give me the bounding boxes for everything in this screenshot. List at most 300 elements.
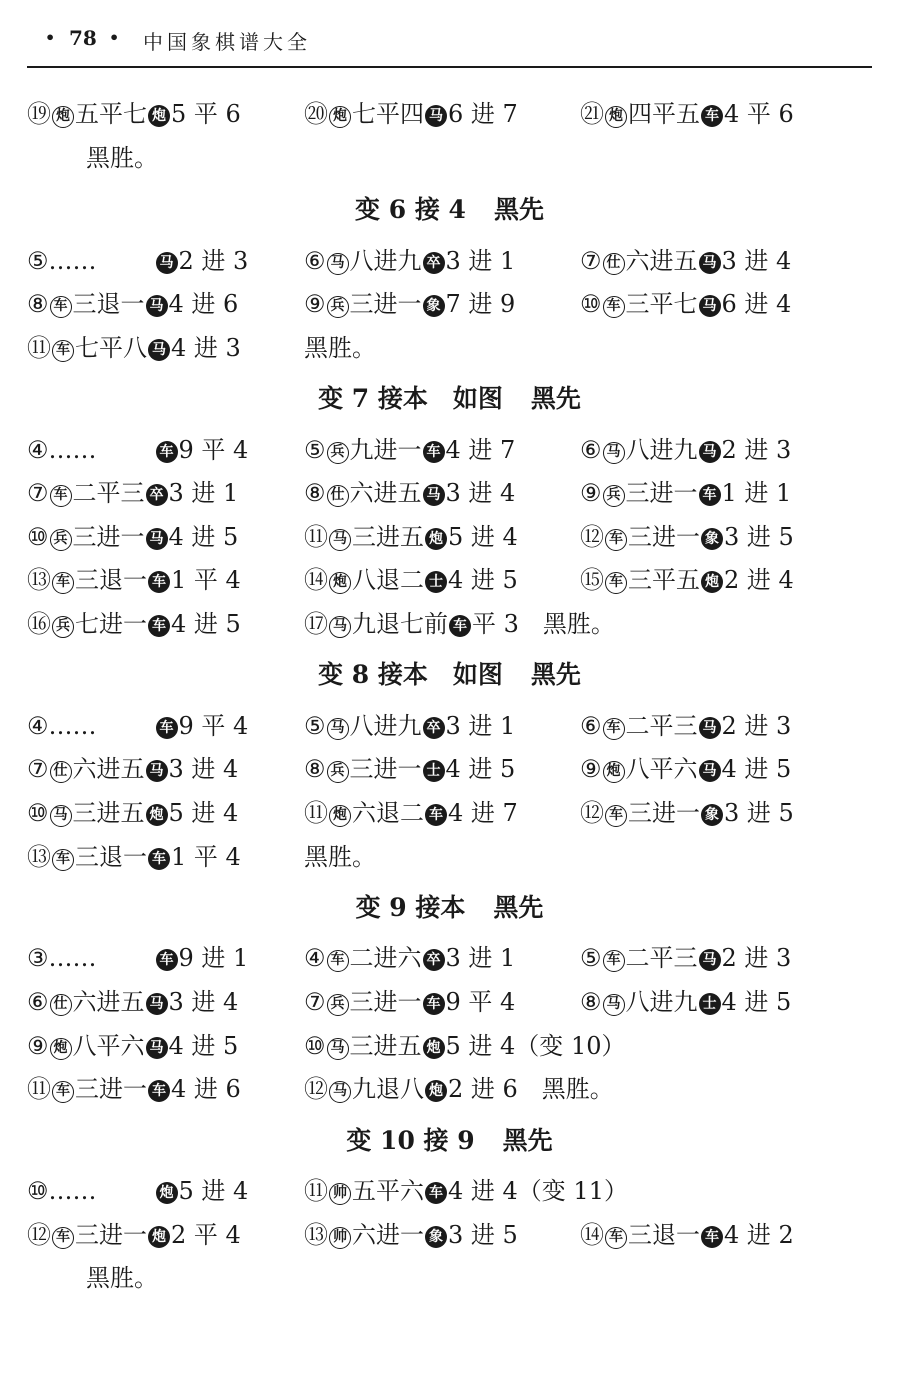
move-row bbox=[27, 563, 872, 597]
move-row bbox=[27, 709, 872, 743]
move-number: ④…… bbox=[27, 712, 97, 740]
move-entry bbox=[304, 244, 515, 278]
black-piece-icon: 马 bbox=[425, 105, 447, 127]
red-piece-icon: 车 bbox=[605, 572, 627, 594]
red-piece-icon: 马 bbox=[329, 529, 351, 551]
black-piece-icon: 马 bbox=[146, 528, 168, 550]
red-piece-icon: 车 bbox=[52, 340, 74, 362]
move-row bbox=[27, 752, 872, 786]
black-move-text: 4 平 6 bbox=[724, 100, 794, 128]
move-number: ⑫ bbox=[580, 799, 604, 827]
red-move-text: 八平六 bbox=[72, 1032, 145, 1060]
move-row bbox=[27, 287, 872, 321]
move-number: ⑩ bbox=[27, 523, 49, 551]
variation-note: 黑先 bbox=[493, 893, 544, 922]
move-entry bbox=[304, 1072, 614, 1106]
red-piece-icon: 仕 bbox=[50, 761, 72, 783]
black-piece-icon: 车 bbox=[148, 615, 170, 637]
move-number: ⑫ bbox=[304, 1075, 328, 1103]
move-entry bbox=[304, 941, 515, 975]
red-move-text: 三进一 bbox=[628, 799, 700, 827]
black-piece-icon: 象 bbox=[701, 804, 723, 826]
move-entry bbox=[304, 607, 615, 641]
move-number: ⑦ bbox=[27, 479, 49, 507]
move-number: 黑胜。 bbox=[304, 334, 376, 362]
black-move-text: 1 进 1 bbox=[721, 479, 792, 507]
black-piece-icon: 马 bbox=[146, 295, 168, 317]
red-move-text: 九进一 bbox=[349, 436, 422, 464]
move-entry bbox=[580, 752, 791, 786]
black-move-text: 9 平 4 bbox=[445, 988, 516, 1016]
black-move-text: 3 进 1 bbox=[445, 944, 516, 972]
black-move-text: 2 进 4 bbox=[724, 566, 794, 594]
page-number: 78 bbox=[69, 26, 97, 50]
variation-heading bbox=[27, 379, 872, 419]
black-move-text: 2 进 3 bbox=[721, 712, 792, 740]
move-number: ⑥ bbox=[304, 247, 326, 275]
move-number: ⑲ bbox=[27, 100, 51, 128]
move-entry bbox=[27, 287, 238, 321]
black-piece-icon: 马 bbox=[156, 252, 178, 274]
variation-label: 变 8 接本 如图 bbox=[318, 660, 503, 689]
move-number: ⑩ bbox=[580, 290, 602, 318]
red-move-text: 六进五 bbox=[72, 755, 145, 783]
red-move-text: 二进六 bbox=[349, 944, 422, 972]
move-entry bbox=[27, 709, 248, 743]
move-entry bbox=[27, 476, 238, 510]
red-move-text: 三进一 bbox=[349, 755, 422, 783]
black-piece-icon: 车 bbox=[423, 993, 445, 1015]
black-move-text: 4 进 5 bbox=[171, 610, 241, 638]
move-entry bbox=[580, 796, 794, 830]
black-move-text: 4 进 5 bbox=[168, 523, 239, 551]
move-entry bbox=[580, 563, 794, 597]
red-piece-icon: 兵 bbox=[52, 616, 74, 638]
move-number: ⑮ bbox=[580, 566, 604, 594]
black-move-text: 3 进 5 bbox=[724, 799, 794, 827]
red-move-text: 三退一 bbox=[72, 290, 145, 318]
black-piece-icon: 马 bbox=[146, 1037, 168, 1059]
black-piece-icon: 炮 bbox=[156, 1182, 178, 1204]
page-header bbox=[27, 22, 872, 68]
move-number: ⑨ bbox=[580, 755, 602, 783]
move-number: ⑪ bbox=[27, 334, 51, 362]
black-piece-icon: 车 bbox=[699, 484, 721, 506]
black-move-text: 3 进 5 bbox=[448, 1221, 518, 1249]
black-piece-icon: 马 bbox=[146, 993, 168, 1015]
move-entry bbox=[580, 941, 791, 975]
black-move-text: 9 进 1 bbox=[178, 944, 249, 972]
black-move-text: 3 进 4 bbox=[168, 755, 239, 783]
black-piece-icon: 车 bbox=[701, 105, 723, 127]
black-piece-icon: 士 bbox=[425, 571, 447, 593]
move-entry bbox=[27, 97, 241, 131]
black-move-text: 4 进 5 bbox=[445, 755, 516, 783]
move-number: ⑭ bbox=[304, 566, 328, 594]
variation-heading bbox=[27, 888, 872, 928]
move-row bbox=[27, 840, 872, 874]
red-piece-icon: 炮 bbox=[50, 1038, 72, 1060]
black-piece-icon: 车 bbox=[148, 1080, 170, 1102]
black-move-text: 9 平 4 bbox=[178, 436, 249, 464]
red-piece-icon: 马 bbox=[327, 1038, 349, 1060]
result-text: 黑胜。 bbox=[86, 144, 158, 172]
variation-heading bbox=[27, 1121, 872, 1161]
move-number: ⑪ bbox=[27, 1075, 51, 1103]
move-number: ⑥ bbox=[27, 988, 49, 1016]
black-piece-icon: 马 bbox=[699, 252, 721, 274]
move-row bbox=[27, 244, 872, 278]
black-move-text: 2 进 6 黑胜。 bbox=[448, 1075, 614, 1103]
black-move-text: 9 平 4 bbox=[178, 712, 249, 740]
red-piece-icon: 炮 bbox=[605, 106, 627, 128]
move-entry bbox=[580, 709, 791, 743]
black-move-text: 5 平 6 bbox=[171, 100, 241, 128]
red-move-text: 三进一 bbox=[349, 290, 422, 318]
move-entry bbox=[580, 433, 791, 467]
black-piece-icon: 炮 bbox=[425, 528, 447, 550]
move-number: ⑤ bbox=[304, 712, 326, 740]
red-move-text: 四平五 bbox=[628, 100, 700, 128]
move-entry bbox=[27, 1072, 241, 1106]
move-entry bbox=[580, 287, 791, 321]
black-move-text: 4 进 5 bbox=[168, 1032, 239, 1060]
red-piece-icon: 兵 bbox=[327, 296, 349, 318]
red-move-text: 三平七 bbox=[625, 290, 698, 318]
black-move-text: 6 进 4 bbox=[721, 290, 792, 318]
red-piece-icon: 兵 bbox=[327, 994, 349, 1016]
red-move-text: 三进五 bbox=[349, 1032, 422, 1060]
move-entry bbox=[304, 796, 518, 830]
move-row bbox=[27, 985, 872, 1019]
black-move-text: 4 进 5 bbox=[448, 566, 518, 594]
black-move-text: 4 进 6 bbox=[171, 1075, 241, 1103]
move-entry bbox=[580, 1218, 794, 1252]
move-number: ⑨ bbox=[27, 1032, 49, 1060]
black-piece-icon: 卒 bbox=[146, 484, 168, 506]
red-move-text: 六进五 bbox=[349, 479, 422, 507]
black-piece-icon: 车 bbox=[449, 615, 471, 637]
black-piece-icon: 士 bbox=[423, 760, 445, 782]
red-move-text: 三退一 bbox=[628, 1221, 700, 1249]
variation-label: 变 7 接本 如图 bbox=[318, 384, 503, 413]
move-number: ④…… bbox=[27, 436, 97, 464]
red-piece-icon: 车 bbox=[52, 572, 74, 594]
move-number: ⑬ bbox=[27, 566, 51, 594]
red-move-text: 三平五 bbox=[628, 566, 700, 594]
red-move-text: 七进一 bbox=[75, 610, 147, 638]
move-number: ⑯ bbox=[27, 610, 51, 638]
red-piece-icon: 车 bbox=[603, 718, 625, 740]
black-piece-icon: 炮 bbox=[701, 571, 723, 593]
move-number: ⑥ bbox=[580, 436, 602, 464]
move-number: ③…… bbox=[27, 944, 97, 972]
move-entry bbox=[27, 796, 238, 830]
move-entry bbox=[27, 433, 248, 467]
black-piece-icon: 炮 bbox=[148, 105, 170, 127]
move-entry bbox=[580, 97, 794, 131]
black-move-text: 3 进 4 bbox=[445, 479, 516, 507]
black-piece-icon: 象 bbox=[423, 295, 445, 317]
black-piece-icon: 马 bbox=[699, 717, 721, 739]
move-number: ⑦ bbox=[304, 988, 326, 1016]
black-move-text: 3 进 5 bbox=[724, 523, 794, 551]
black-move-text: 1 平 4 bbox=[171, 843, 241, 871]
black-move-text: 4 进 2 bbox=[724, 1221, 794, 1249]
move-entry bbox=[304, 97, 518, 131]
red-move-text: 七平八 bbox=[75, 334, 147, 362]
variation-label: 变 6 接 4 bbox=[355, 195, 466, 224]
red-piece-icon: 炮 bbox=[329, 572, 351, 594]
red-move-text: 九退七前 bbox=[352, 610, 448, 638]
red-piece-icon: 车 bbox=[603, 296, 625, 318]
move-entry bbox=[304, 1174, 628, 1208]
black-piece-icon: 车 bbox=[148, 571, 170, 593]
red-piece-icon: 炮 bbox=[329, 805, 351, 827]
black-move-text: 5 进 4 bbox=[168, 799, 239, 827]
red-piece-icon: 仕 bbox=[50, 994, 72, 1016]
move-row bbox=[27, 1261, 872, 1295]
red-piece-icon: 兵 bbox=[327, 761, 349, 783]
move-entry bbox=[304, 331, 376, 365]
move-entry bbox=[304, 287, 515, 321]
black-piece-icon: 车 bbox=[148, 848, 170, 870]
move-entry bbox=[304, 1029, 625, 1063]
red-move-text: 二平三 bbox=[72, 479, 145, 507]
black-piece-icon: 车 bbox=[701, 1226, 723, 1248]
black-move-text: 2 进 3 bbox=[721, 944, 792, 972]
red-piece-icon: 兵 bbox=[327, 442, 349, 464]
move-number: ⑨ bbox=[580, 479, 602, 507]
variation-note: 黑先 bbox=[530, 660, 581, 689]
black-piece-icon: 车 bbox=[156, 717, 178, 739]
red-piece-icon: 马 bbox=[603, 994, 625, 1016]
move-entry bbox=[27, 752, 238, 786]
red-move-text: 六进五 bbox=[625, 247, 698, 275]
red-move-text: 八进九 bbox=[349, 247, 422, 275]
move-entry bbox=[304, 433, 515, 467]
black-move-text: 3 进 1 bbox=[445, 247, 516, 275]
black-piece-icon: 象 bbox=[701, 528, 723, 550]
red-move-text: 三进五 bbox=[72, 799, 145, 827]
move-row bbox=[27, 1174, 872, 1208]
move-row bbox=[27, 607, 872, 641]
black-piece-icon: 象 bbox=[425, 1226, 447, 1248]
black-piece-icon: 车 bbox=[156, 949, 178, 971]
move-row bbox=[27, 941, 872, 975]
variation-note: 黑先 bbox=[502, 1126, 553, 1155]
red-piece-icon: 车 bbox=[52, 849, 74, 871]
red-move-text: 八进九 bbox=[349, 712, 422, 740]
black-piece-icon: 车 bbox=[425, 804, 447, 826]
red-piece-icon: 车 bbox=[605, 529, 627, 551]
red-move-text: 三退一 bbox=[75, 566, 147, 594]
move-number: 黑胜。 bbox=[304, 843, 376, 871]
move-entry bbox=[27, 520, 238, 554]
move-entry bbox=[27, 244, 248, 278]
red-piece-icon: 仕 bbox=[603, 253, 625, 275]
move-number: ⑤ bbox=[580, 944, 602, 972]
move-row bbox=[27, 1218, 872, 1252]
move-number: ⑨ bbox=[304, 290, 326, 318]
move-entry bbox=[304, 563, 518, 597]
red-move-text: 三退一 bbox=[75, 843, 147, 871]
move-number: ④ bbox=[304, 944, 326, 972]
red-move-text: 六进一 bbox=[352, 1221, 424, 1249]
move-number: ⑦ bbox=[580, 247, 602, 275]
red-piece-icon: 车 bbox=[605, 1227, 627, 1249]
move-entry bbox=[580, 985, 791, 1019]
move-entry bbox=[304, 476, 515, 510]
black-piece-icon: 士 bbox=[699, 993, 721, 1015]
move-entry bbox=[27, 1218, 241, 1252]
move-entry bbox=[304, 520, 518, 554]
move-row bbox=[27, 433, 872, 467]
black-move-text: 5 进 4 bbox=[448, 523, 518, 551]
red-move-text: 三进一 bbox=[75, 1221, 147, 1249]
black-move-text: 7 进 9 bbox=[445, 290, 516, 318]
move-number: ⑫ bbox=[580, 523, 604, 551]
black-move-text: 4 进 3 bbox=[171, 334, 241, 362]
black-move-text: 2 进 3 bbox=[721, 436, 792, 464]
black-piece-icon: 车 bbox=[156, 441, 178, 463]
move-entry bbox=[304, 840, 376, 874]
black-move-text: 4 进 7 bbox=[448, 799, 518, 827]
red-move-text: 七平四 bbox=[352, 100, 424, 128]
black-piece-icon: 车 bbox=[423, 441, 445, 463]
variation-heading bbox=[27, 190, 872, 230]
black-piece-icon: 马 bbox=[699, 949, 721, 971]
black-piece-icon: 卒 bbox=[423, 717, 445, 739]
move-entry bbox=[580, 476, 791, 510]
move-entry bbox=[304, 985, 515, 1019]
variation-note: 黑先 bbox=[493, 195, 544, 224]
move-entry bbox=[27, 1174, 248, 1208]
move-number: ⑩ bbox=[27, 799, 49, 827]
black-piece-icon: 炮 bbox=[146, 804, 168, 826]
black-piece-icon: 马 bbox=[148, 339, 170, 361]
move-entry bbox=[580, 520, 794, 554]
move-entry bbox=[27, 607, 241, 641]
move-number: ⑪ bbox=[304, 523, 328, 551]
black-piece-icon: 炮 bbox=[148, 1226, 170, 1248]
red-move-text: 二平三 bbox=[625, 944, 698, 972]
black-piece-icon: 卒 bbox=[423, 949, 445, 971]
red-piece-icon: 车 bbox=[52, 1081, 74, 1103]
red-piece-icon: 车 bbox=[603, 950, 625, 972]
black-move-text: 2 平 4 bbox=[171, 1221, 241, 1249]
move-entry bbox=[27, 985, 238, 1019]
move-row bbox=[27, 331, 872, 365]
red-move-text: 三进一 bbox=[349, 988, 422, 1016]
move-number: ⑬ bbox=[304, 1221, 328, 1249]
red-move-text: 三进一 bbox=[625, 479, 698, 507]
move-row bbox=[27, 1072, 872, 1106]
red-piece-icon: 兵 bbox=[50, 529, 72, 551]
move-number: ⑧ bbox=[304, 755, 326, 783]
black-piece-icon: 车 bbox=[425, 1182, 447, 1204]
move-entry bbox=[27, 840, 241, 874]
red-piece-icon: 车 bbox=[50, 296, 72, 318]
move-row bbox=[27, 796, 872, 830]
red-piece-icon: 炮 bbox=[329, 106, 351, 128]
variation-heading bbox=[27, 655, 872, 695]
black-piece-icon: 炮 bbox=[423, 1037, 445, 1059]
move-number: ㉑ bbox=[580, 100, 604, 128]
header-bullet-left: • bbox=[45, 28, 56, 47]
red-move-text: 六进五 bbox=[72, 988, 145, 1016]
variation-note: 黑先 bbox=[530, 384, 581, 413]
move-row bbox=[27, 520, 872, 554]
black-piece-icon: 马 bbox=[423, 484, 445, 506]
black-piece-icon: 马 bbox=[699, 760, 721, 782]
red-piece-icon: 马 bbox=[329, 1081, 351, 1103]
move-number: ⑧ bbox=[27, 290, 49, 318]
red-move-text: 三进一 bbox=[72, 523, 145, 551]
red-piece-icon: 马 bbox=[603, 442, 625, 464]
red-move-text: 八平六 bbox=[625, 755, 698, 783]
move-row bbox=[27, 1029, 872, 1063]
black-move-text: 3 进 4 bbox=[721, 247, 792, 275]
move-number: ⑧ bbox=[304, 479, 326, 507]
red-move-text: 八进九 bbox=[625, 436, 698, 464]
red-piece-icon: 帅 bbox=[329, 1227, 351, 1249]
move-number: ⑥ bbox=[580, 712, 602, 740]
black-move-text: 平 3 黑胜。 bbox=[472, 610, 615, 638]
red-move-text: 三进五 bbox=[352, 523, 424, 551]
black-piece-icon: 炮 bbox=[425, 1080, 447, 1102]
variation-label: 变 9 接本 bbox=[355, 893, 466, 922]
red-piece-icon: 马 bbox=[327, 253, 349, 275]
move-number: ⑫ bbox=[27, 1221, 51, 1249]
move-number: ⑤…… bbox=[27, 247, 97, 275]
red-piece-icon: 炮 bbox=[52, 106, 74, 128]
red-move-text: 九退八 bbox=[352, 1075, 424, 1103]
move-number: ⑳ bbox=[304, 100, 328, 128]
move-entry bbox=[304, 709, 515, 743]
black-move-text: 5 进 4 bbox=[178, 1177, 249, 1205]
black-move-text: 4 进 4（变 11） bbox=[448, 1177, 628, 1205]
move-entry bbox=[27, 941, 248, 975]
red-piece-icon: 帅 bbox=[329, 1183, 351, 1205]
red-move-text: 八退二 bbox=[352, 566, 424, 594]
move-entry bbox=[304, 752, 515, 786]
book-title: 中国象棋谱大全 bbox=[143, 30, 311, 54]
variation-label: 变 10 接 9 bbox=[346, 1126, 475, 1155]
red-move-text: 五平六 bbox=[352, 1177, 424, 1205]
move-entry bbox=[27, 563, 241, 597]
header-bullet-right: • bbox=[109, 28, 120, 47]
black-piece-icon: 卒 bbox=[423, 252, 445, 274]
red-piece-icon: 仕 bbox=[327, 485, 349, 507]
move-entry bbox=[580, 244, 791, 278]
move-entry bbox=[27, 1029, 238, 1063]
red-move-text: 五平七 bbox=[75, 100, 147, 128]
red-move-text: 二平三 bbox=[625, 712, 698, 740]
red-move-text: 三进一 bbox=[75, 1075, 147, 1103]
move-number: ⑦ bbox=[27, 755, 49, 783]
move-number: ⑭ bbox=[580, 1221, 604, 1249]
red-piece-icon: 车 bbox=[605, 805, 627, 827]
move-entry bbox=[27, 331, 241, 365]
move-row bbox=[27, 141, 872, 175]
black-move-text: 4 进 5 bbox=[721, 988, 792, 1016]
move-row bbox=[27, 476, 872, 510]
black-piece-icon: 马 bbox=[699, 295, 721, 317]
black-move-text: 4 进 7 bbox=[445, 436, 516, 464]
black-move-text: 5 进 4（变 10） bbox=[445, 1032, 626, 1060]
black-move-text: 4 进 6 bbox=[168, 290, 239, 318]
